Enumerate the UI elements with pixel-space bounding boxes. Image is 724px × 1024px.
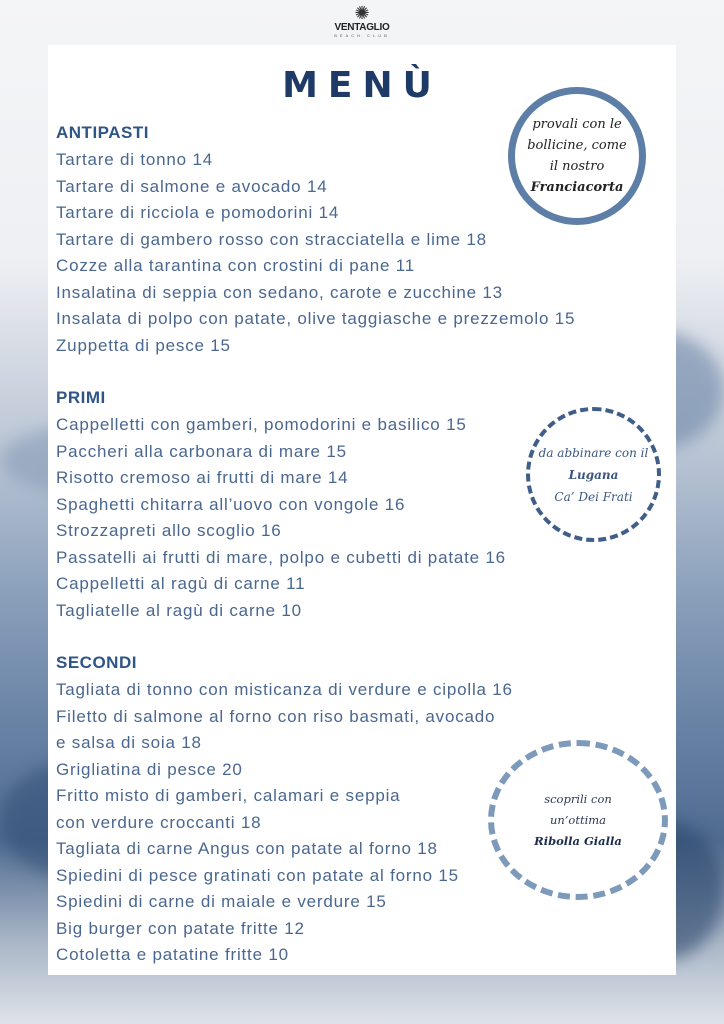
ventaglio-logo	[326, 4, 398, 44]
pairing-wine: Franciacorta	[530, 180, 624, 195]
pairing-text: scoprili con	[544, 791, 612, 806]
menu-item: Spaghetti chitarra all’uovo con vongole 16	[56, 494, 406, 514]
menu-item: Zuppetta di pesce 15	[56, 335, 231, 355]
menu-item: Risotto cremoso ai frutti di mare 14	[56, 468, 349, 487]
menu-item: Strozzapreti allo scoglio 16	[56, 521, 282, 540]
pairing-badge-franciacorta	[508, 87, 646, 225]
pairing-text: bollicine, come	[527, 138, 627, 153]
pairing-text: il nostro	[549, 159, 605, 174]
pairing-producer: Ca’ Dei Frati	[554, 489, 633, 504]
menu-item: Tagliata di tonno con misticanza di verdure e cipolla 16	[56, 680, 513, 699]
section-heading-antipasti: ANTIPASTI	[56, 123, 149, 142]
menu-item: Tartare di tonno 14	[56, 150, 213, 169]
pairing-text: provali con le	[532, 117, 622, 132]
menu-card	[48, 45, 676, 975]
primi-list	[56, 412, 506, 624]
menu-item: Tagliatelle al ragù di carne 10	[56, 600, 302, 620]
logo-subtitle: BEACH CLUB	[334, 33, 390, 38]
menu-item: Tartare di salmone e avocado 14	[56, 176, 328, 196]
menu-item: Passatelli ai frutti di mare, polpo e cubetti di patate 16	[56, 547, 506, 567]
palm-icon: ✺	[354, 3, 370, 23]
section-heading-primi: PRIMI	[56, 388, 106, 407]
pairing-wine: Ribolla Gialla	[534, 833, 622, 848]
menu-item: con verdure croccanti 18	[56, 812, 262, 832]
logo-name: VENTAGLIO	[334, 22, 390, 33]
menu-item: Insalata di polpo con patate, olive taggiasche e prezzemolo 15	[56, 309, 576, 328]
pairing-text: da abbinare con il	[538, 445, 649, 460]
menu-item: Tartare di gambero rosso con stracciatella e lime 18	[56, 229, 487, 249]
pairing-badge-ribolla	[488, 740, 668, 900]
pairing-badge-lugana	[526, 407, 661, 542]
menu-item: Tagliata di carne Angus con patate al forno 18	[56, 839, 438, 858]
menu-item: Paccheri alla carbonara di mare 15	[56, 441, 347, 461]
menu-item: Cappelletti con gamberi, pomodorini e basilico 15	[56, 415, 467, 434]
menu-item: Spiedini di carne di maiale e verdure 15	[56, 892, 387, 911]
menu-item: Cappelletti al ragù di carne 11	[56, 574, 306, 593]
menu-item: Filetto di salmone al forno con riso basmati, avocado	[56, 706, 496, 726]
antipasti-list	[56, 147, 575, 359]
menu-title: MENÙ	[282, 65, 442, 106]
menu-item: Spiedini di pesce gratinati con patate al forno 15	[56, 865, 459, 885]
menu-item: Insalatina di seppia con sedano, carote e zucchine 13	[56, 282, 503, 302]
menu-item: e salsa di soia 18	[56, 733, 202, 752]
menu-item: Fritto misto di gamberi, calamari e seppia	[56, 786, 401, 805]
pairing-text: un’ottima	[549, 812, 607, 827]
secondi-list	[56, 677, 513, 969]
menu-item: Cozze alla tarantina con crostini di pane 11	[56, 256, 416, 275]
menu-item: Cotoletta e patatine fritte 10	[56, 945, 289, 964]
pairing-wine: Lugana	[568, 467, 619, 482]
section-heading-secondi: SECONDI	[56, 653, 137, 672]
menu-item: Big burger con patate fritte 12	[56, 918, 305, 938]
menu-item: Grigliatina di pesce 20	[56, 759, 243, 779]
menu-item: Tartare di ricciola e pomodorini 14	[56, 203, 340, 222]
